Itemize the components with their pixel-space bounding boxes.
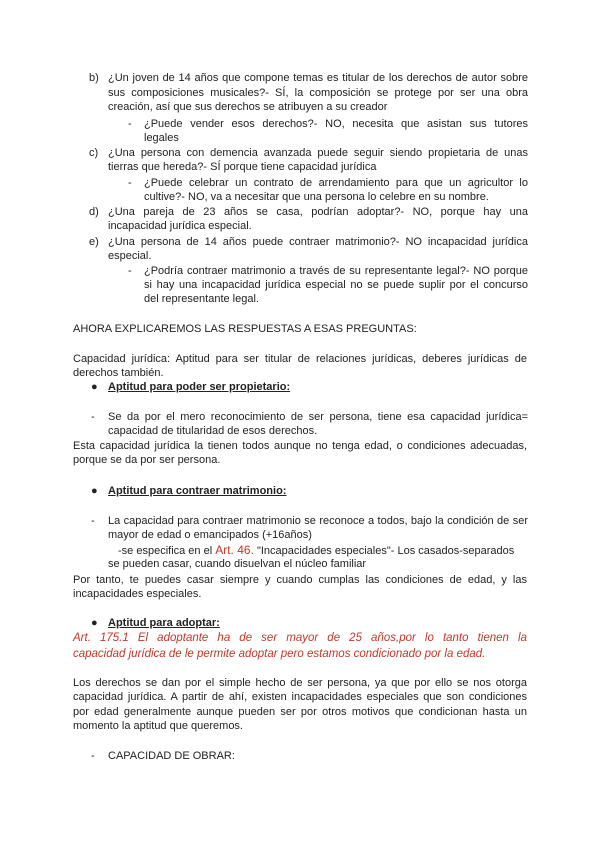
- item-c-sub-line-2: cultive?- NO, va a necesitar que una persona lo celebre en su nombre.: [144, 191, 489, 203]
- propietario-bullet-line-1: Se da por el mero reconocimiento de ser persona, tiene esa capacidad jurídica=: [108, 411, 528, 423]
- matrimonio-article-reference: Art. 46.: [215, 543, 254, 557]
- matrimonio-line3-suffix: "Incapacidades especiales"- Los casados-separados: [253, 545, 515, 557]
- adoptar-para-line-2: capacidad jurídica. A partir de ahí, existen incapacidades especiales que son condiciones: [73, 691, 527, 703]
- obrar-heading: CAPACIDAD DE OBRAR:: [108, 750, 235, 762]
- item-b-marker: b): [89, 72, 99, 84]
- bullet-icon: ●: [91, 485, 98, 497]
- propietario-dash: -: [91, 411, 95, 423]
- propietario-title: Aptitud para poder ser propietario:: [108, 381, 291, 393]
- matrimonio-bullet-line-1: La capacidad para contraer matrimonio se reconoce a todos, bajo la condición de ser: [108, 515, 528, 527]
- section-heading: AHORA EXPLICAREMOS LAS RESPUESTAS A ESAS PREGUNTAS:: [73, 323, 417, 335]
- adoptar-title: Aptitud para adoptar:: [108, 617, 220, 629]
- matrimonio-bullet-line-4: se pueden casar, cuando disuelvan el núcleo familiar: [108, 558, 367, 570]
- item-b-sub-line-1: ¿Puede vender esos derechos?- NO, necesita que asistan sus tutores: [144, 118, 528, 130]
- propietario-para-line-1: Esta capacidad jurídica la tienen todos aunque no tenga edad, o condiciones adecuadas,: [73, 440, 527, 452]
- item-b-line-1: ¿Un joven de 14 años que compone temas es titular de los derechos de autor sobre: [108, 72, 528, 84]
- obrar-dash: -: [91, 750, 95, 762]
- item-e-line-1: ¿Una persona de 14 años puede contraer matrimonio?- NO incapacidad jurídica: [108, 236, 528, 248]
- item-e-sub-line-3: del representante legal.: [144, 293, 259, 305]
- item-d-marker: d): [89, 206, 99, 218]
- adoptar-article-line-2: capacidad jurídica de le permite adoptar pero estamos condicionado por la edad.: [73, 648, 486, 660]
- definition-line-1: Capacidad jurídica: Aptitud para ser titular de relaciones jurídicas, deberes jurídicas de: [73, 353, 527, 365]
- item-e-marker: e): [89, 236, 99, 248]
- item-b-line-3: creación, así que sus derechos se atribuyen a su creador: [108, 101, 388, 113]
- bullet-icon: ●: [91, 381, 98, 393]
- matrimonio-para-line-1: Por tanto, te puedes casar siempre y cuando cumplas las condiciones de edad, y las: [73, 574, 527, 586]
- item-e-sub-line-2: si hay una incapacidad jurídica especial no se puede suplir por el concurso: [144, 279, 528, 291]
- matrimonio-line3-prefix: -se especifica en el: [118, 545, 216, 557]
- propietario-para-line-2: porque se da por ser persona.: [73, 454, 221, 466]
- adoptar-para-line-4: momento la aptitud que queremos.: [73, 720, 243, 732]
- item-c-sub-line-1: ¿Puede celebrar un contrato de arrendamiento para que un agricultor lo: [144, 177, 528, 189]
- item-e-sub-line-1: ¿Podría contraer matrimonio a través de su representante legal?- NO porque: [144, 265, 528, 277]
- adoptar-para-line-1: Los derechos se dan por el simple hecho de ser persona, ya que por ello se nos otorga: [73, 677, 527, 689]
- item-c-sub-dash: -: [128, 177, 132, 189]
- item-d-line-2: incapacidad jurídica especial.: [108, 220, 252, 232]
- item-b-line-2: sus composiciones musicales?- SÍ, la composición se protege por ser una obra: [108, 87, 528, 99]
- adoptar-para-line-3: por edad generalmente aunque pueden ser por otros motivos que condicionan hasta un: [73, 706, 527, 718]
- matrimonio-bullet-line-2: mayor de edad o emancipados (+16años): [108, 529, 312, 541]
- item-b-sub-line-2: legales: [144, 132, 179, 144]
- matrimonio-dash: -: [91, 515, 95, 527]
- propietario-bullet-line-2: capacidad de titularidad de esos derechos.: [108, 425, 318, 437]
- item-c-line-1: ¿Una persona con demencia avanzada puede seguir siendo propietaria de unas: [108, 147, 528, 159]
- adoptar-article-line-1: Art. 175.1 El adoptante ha de ser mayor de 25 años,por lo tanto tienen la: [73, 632, 527, 644]
- item-b-sub-dash: -: [128, 118, 132, 130]
- item-c-marker: c): [89, 147, 99, 159]
- definition-line-2: derechos también.: [73, 367, 164, 379]
- bullet-icon: ●: [91, 617, 98, 629]
- matrimonio-para-line-2: incapacidades especiales.: [73, 588, 202, 600]
- matrimonio-bullet-line-3: [118, 543, 514, 558]
- item-c-line-2: tierras que hereda?- SÍ porque tiene capacidad jurídica: [108, 161, 377, 173]
- item-d-line-1: ¿Una pareja de 23 años se casa, podrían adoptar?- NO, porque hay una: [108, 206, 528, 218]
- item-e-line-2: especial.: [108, 250, 152, 262]
- item-e-sub-dash: -: [128, 265, 132, 277]
- matrimonio-title: Aptitud para contraer matrimonio:: [108, 485, 287, 497]
